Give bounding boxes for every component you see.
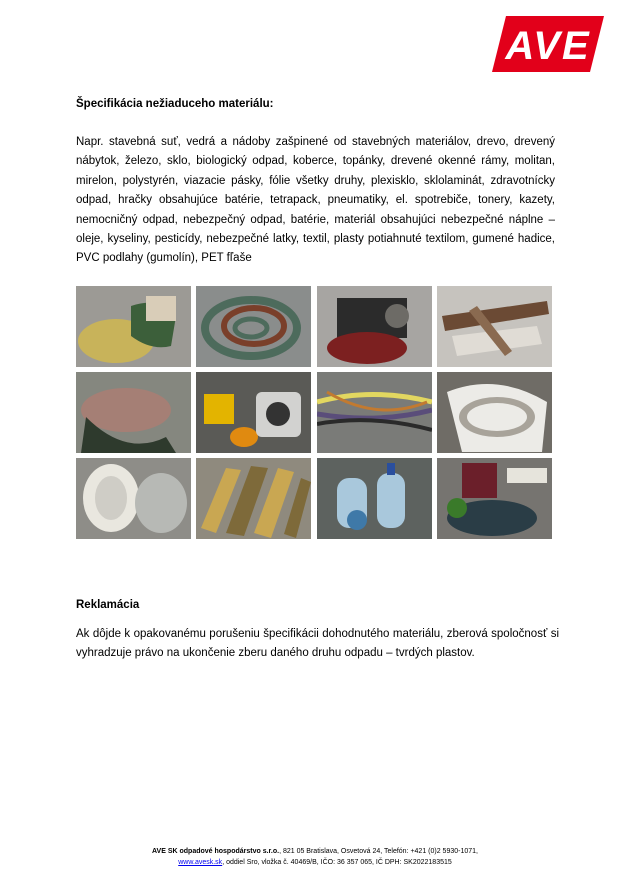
textile-bundle-photo xyxy=(76,372,191,453)
footer-registration: , oddiel Sro, vložka č. 40469/B, IČO: 36 357 065, IČ DPH: SK2022183515 xyxy=(222,859,452,866)
footer xyxy=(0,846,630,868)
footer-company: AVE SK odpadové hospodárstvo s.r.o. xyxy=(152,848,280,855)
mixed-waste-photo xyxy=(437,458,552,539)
photo-grid xyxy=(76,286,552,542)
website-link[interactable]: www.avesk.sk xyxy=(178,859,223,866)
footer-address: , 821 05 Bratislava, Osvetová 24, Telefón: +421 (0)2 5930-1071, xyxy=(279,848,478,855)
complaint-heading: Reklamácia xyxy=(76,599,140,611)
plastic-mesh-photo xyxy=(76,458,191,539)
complaint-paragraph: Ak dôjde k opakovanému porušeniu špecifikácii dohodnutého materiálu, zberová spoločnosť si vyhradzuje právo na ukončenie zberu daného druhu odpadu – tvrdých plastov. xyxy=(76,628,559,660)
spec-paragraph: Napr. stavebná suť, vedrá a nádoby zašpinené od stavebných materiálov, drevo, drevený nábytok, železo, sklo, biologický odpad, koberce, topánky, drevené okenné rámy, molitan, mirelon, polystyrén, viazacie pásky, fólie všetky druhy, plexisklo, sklolaminát, zdravotnícky odpad, hračky obsahujúce batérie, tetrapack, pneumatiky, el. spotrebiče, tonery, kazety, nemocničný odpad, nebezpečný odpad, batérie, materiál obsahujúci nebezpečné náplne – oleje, kyseliny, pesticídy, nebezpečné latky, textil, plasty potiahnuté textilom, gumené hadice, PVC podlahy (gumolín), PET fľaše xyxy=(76,136,555,265)
garden-hoses-photo xyxy=(196,286,311,367)
spec-heading: Špecifikácia nežiaduceho materiálu: xyxy=(76,98,274,110)
fabric-pile-photo xyxy=(76,286,191,367)
appliance-scrap-photo xyxy=(317,286,432,367)
wood-planks-photo xyxy=(437,286,552,367)
bathtub-photo xyxy=(437,372,552,453)
footer-line-1 xyxy=(0,846,630,857)
footer-line-2 xyxy=(0,857,630,868)
fiberglass-sheets-photo xyxy=(196,458,311,539)
pet-bottles-photo xyxy=(317,458,432,539)
cables-photo xyxy=(317,372,432,453)
logo-text: AVE xyxy=(505,24,591,68)
toys-tools-photo xyxy=(196,372,311,453)
ave-logo xyxy=(492,16,604,72)
